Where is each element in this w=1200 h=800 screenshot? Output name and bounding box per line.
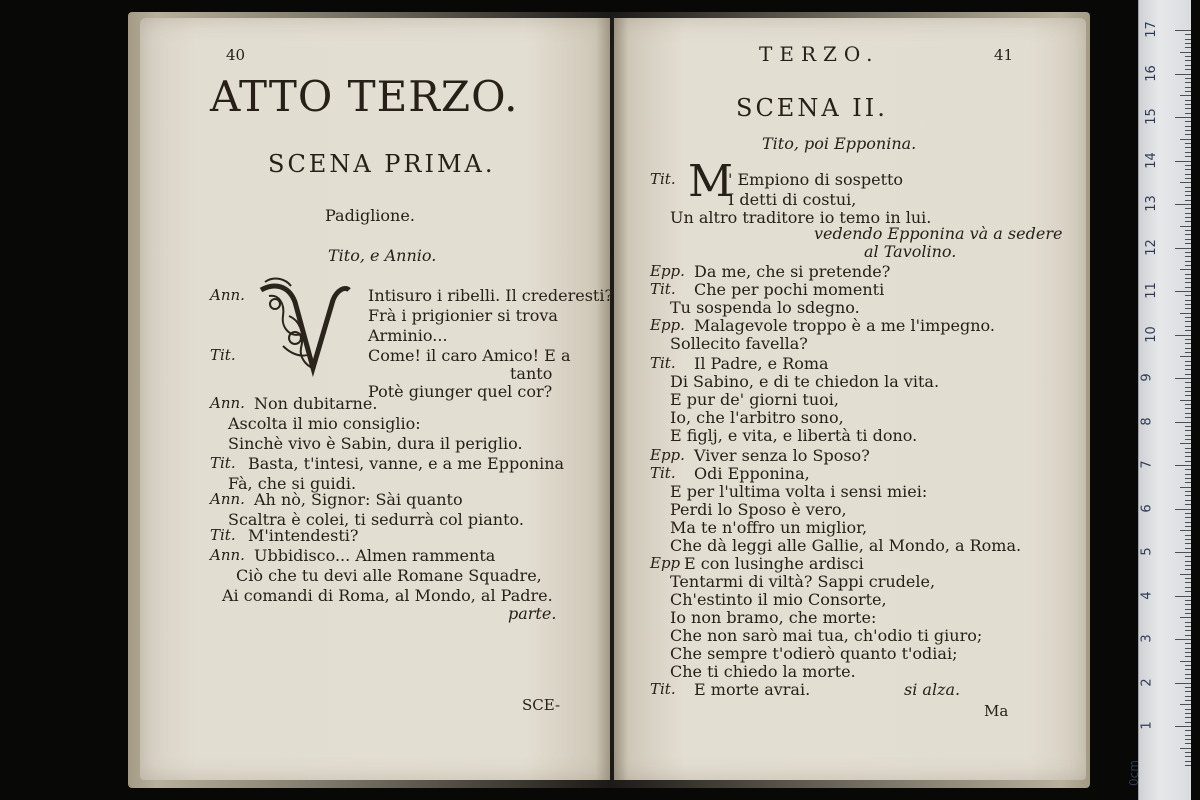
ruler-tick xyxy=(1185,217,1191,218)
speaker-label: Tit. xyxy=(650,280,676,298)
ruler-tick xyxy=(1185,287,1191,288)
verse-line: Che per pochi momenti xyxy=(694,280,885,299)
ruler-tick xyxy=(1185,700,1191,701)
ruler-tick xyxy=(1185,321,1191,322)
ruler-tick xyxy=(1185,643,1191,644)
running-head: TERZO. xyxy=(759,42,880,66)
verse-line: Basta, t'intesi, vanne, e a me Epponina xyxy=(248,454,565,473)
left-page xyxy=(140,18,614,780)
ruler-tick xyxy=(1185,513,1191,514)
ruler-tick xyxy=(1180,574,1191,575)
ruler-tick xyxy=(1185,587,1191,588)
verse-line: Che ti chiedo la morte. xyxy=(670,662,856,681)
ruler-tick xyxy=(1180,487,1191,488)
drop-cap: M xyxy=(688,156,734,207)
ruler-tick xyxy=(1185,104,1191,105)
ruler-tick xyxy=(1185,121,1191,122)
ruler-tick xyxy=(1175,683,1191,684)
speaker-label: Epp. xyxy=(650,446,685,464)
ruler-tick xyxy=(1185,739,1191,740)
ruler-number: 7 xyxy=(1139,460,1155,469)
ruler-tick xyxy=(1185,687,1191,688)
ruler-tick xyxy=(1175,74,1191,75)
setting: Padiglione. xyxy=(325,206,415,225)
ruler-tick xyxy=(1185,435,1191,436)
ruler-tick xyxy=(1185,691,1191,692)
speaker-label: Epp xyxy=(650,554,681,572)
ruler-tick xyxy=(1185,221,1191,222)
ruler-number: 10 xyxy=(1143,325,1159,343)
verse-line: Tu sospenda lo sdegno. xyxy=(670,298,860,317)
ruler-tick xyxy=(1185,591,1191,592)
ruler-tick xyxy=(1185,522,1191,523)
ornamental-initial-icon xyxy=(255,276,351,381)
ruler-tick xyxy=(1185,348,1191,349)
ruler-tick xyxy=(1185,352,1191,353)
catchword-left: SCE- xyxy=(522,696,561,714)
ruler-tick xyxy=(1185,404,1191,405)
verse-line: Io non bramo, che morte: xyxy=(670,608,877,627)
ruler-tick xyxy=(1185,87,1191,88)
verse-line: Che dà leggi alle Gallie, al Mondo, a Roma. xyxy=(670,536,1022,555)
scene-title-left: SCENA PRIMA. xyxy=(268,150,496,178)
exit-direction: parte. xyxy=(508,604,557,623)
verse-line: Scaltra è colei, ti sedurrà col pianto. xyxy=(228,510,524,529)
ruler-tick xyxy=(1185,417,1191,418)
ruler-tick xyxy=(1185,365,1191,366)
ruler-tick xyxy=(1185,709,1191,710)
speaker-label: Tit. xyxy=(210,454,236,472)
ruler-tick xyxy=(1185,548,1191,549)
ruler-tick xyxy=(1185,282,1191,283)
ruler-tick xyxy=(1180,748,1191,749)
ruler-tick xyxy=(1185,469,1191,470)
ruler-tick xyxy=(1185,543,1191,544)
verse-line: Perdi lo Sposo è vero, xyxy=(670,500,847,519)
ruler-tick xyxy=(1185,243,1191,244)
ruler-tick xyxy=(1185,569,1191,570)
verse-line: E figlj, e vita, e libertà ti dono. xyxy=(670,426,918,445)
ruler-tick xyxy=(1185,600,1191,601)
ruler-tick xyxy=(1185,78,1191,79)
ruler-tick xyxy=(1175,639,1191,640)
ruler-number: 3 xyxy=(1139,634,1155,643)
ruler-tick xyxy=(1185,539,1191,540)
ruler-tick xyxy=(1185,126,1191,127)
ruler-tick xyxy=(1185,426,1191,427)
verse-line: Arminio... xyxy=(368,326,448,345)
ruler-tick xyxy=(1185,261,1191,262)
ruler-number: 16 xyxy=(1143,64,1159,82)
ruler-tick xyxy=(1185,578,1191,579)
ruler-tick xyxy=(1185,535,1191,536)
ruler-tick xyxy=(1185,308,1191,309)
ruler-tick xyxy=(1185,430,1191,431)
ruler-tick xyxy=(1185,113,1191,114)
ruler-tick xyxy=(1175,596,1191,597)
ruler-tick xyxy=(1185,635,1191,636)
ruler-tick xyxy=(1180,313,1191,314)
verse-line: Fà, che si guidi. xyxy=(228,474,357,493)
ruler-number: 13 xyxy=(1143,195,1159,212)
ruler-tick xyxy=(1185,713,1191,714)
ruler-tick xyxy=(1185,195,1191,196)
verse-line: E per l'ultima volta i sensi miei: xyxy=(670,482,928,501)
verse-line: E morte avrai. xyxy=(694,680,811,699)
ruler-tick xyxy=(1185,69,1191,70)
ruler-tick xyxy=(1185,208,1191,209)
ruler-tick xyxy=(1185,756,1191,757)
ruler-tick xyxy=(1185,339,1191,340)
ruler-tick xyxy=(1185,565,1191,566)
speaker-label: Tit. xyxy=(650,354,676,372)
ruler-tick xyxy=(1185,134,1191,135)
ruler-tick xyxy=(1185,730,1191,731)
ruler-tick xyxy=(1185,39,1191,40)
ruler-tick xyxy=(1185,82,1191,83)
ruler-tick xyxy=(1175,726,1191,727)
verse-line: Ascolta il mio consiglio: xyxy=(228,414,421,433)
ruler-number: 5 xyxy=(1139,547,1155,556)
verse-line: Odi Epponina, xyxy=(694,464,810,483)
ruler-number: 14 xyxy=(1143,151,1159,169)
ruler-tick xyxy=(1185,387,1191,388)
ruler-tick xyxy=(1175,204,1191,205)
verse-line: Il Padre, e Roma xyxy=(694,354,829,373)
ruler-tick xyxy=(1175,465,1191,466)
ruler-tick xyxy=(1185,656,1191,657)
ruler-tick xyxy=(1185,56,1191,57)
ruler-tick xyxy=(1185,326,1191,327)
ruler-tick xyxy=(1175,30,1191,31)
ruler-tick xyxy=(1185,382,1191,383)
verse-line: Intisuro i ribelli. Il crederesti? xyxy=(368,286,614,305)
catchword-right: Ma xyxy=(984,702,1009,720)
verse-line: M'intendesti? xyxy=(248,526,359,545)
ruler-number: 2 xyxy=(1139,677,1155,687)
ruler-number: 9 xyxy=(1139,373,1155,382)
verse-line: Viver senza lo Sposo? xyxy=(694,446,870,465)
characters-left: Tito, e Annio. xyxy=(328,246,437,265)
speaker-label: Ann. xyxy=(210,490,245,508)
right-page-number: 41 xyxy=(994,46,1014,64)
ruler-tick xyxy=(1185,456,1191,457)
ruler-tick xyxy=(1185,761,1191,762)
speaker-label: Tit. xyxy=(650,464,676,482)
ruler-tick xyxy=(1180,356,1191,357)
ruler-tick xyxy=(1185,491,1191,492)
ruler-tick xyxy=(1185,395,1191,396)
ruler-tick xyxy=(1175,117,1191,118)
ruler-tick xyxy=(1185,65,1191,66)
ruler-tick xyxy=(1180,661,1191,662)
ruler-tick xyxy=(1175,291,1191,292)
measuring-ruler xyxy=(1127,0,1191,800)
act-title: ATTO TERZO. xyxy=(210,72,519,121)
verse-line: Di Sabino, e di te chiedon la vita. xyxy=(670,372,940,391)
verse-line: Da me, che si pretende? xyxy=(694,262,891,281)
ruler-tick xyxy=(1185,517,1191,518)
verse-line: Ubbidisco... Almen rammenta xyxy=(254,546,496,565)
ruler-tick xyxy=(1185,343,1191,344)
left-page-number: 40 xyxy=(226,46,246,64)
ruler-tick xyxy=(1185,174,1191,175)
verse-line: Ah nò, Signor: Sài quanto xyxy=(254,490,463,509)
speaker-label: Tit. xyxy=(210,526,236,544)
speaker-label: Tit. xyxy=(650,680,676,698)
ruler-tick xyxy=(1185,252,1191,253)
ruler-tick xyxy=(1185,152,1191,153)
ruler-tick xyxy=(1185,369,1191,370)
ruler-tick xyxy=(1180,617,1191,618)
verse-line: tanto xyxy=(510,364,553,383)
ruler-tick xyxy=(1180,52,1191,53)
ruler-tick xyxy=(1185,735,1191,736)
speaker-label: Ann. xyxy=(210,546,245,564)
ruler-tick xyxy=(1185,752,1191,753)
ruler-tick xyxy=(1185,696,1191,697)
verse-line: Frà i prigionier si trova xyxy=(368,306,558,325)
ruler-tick xyxy=(1185,108,1191,109)
ruler-tick xyxy=(1185,478,1191,479)
ruler-tick xyxy=(1180,530,1191,531)
ruler-tick xyxy=(1185,717,1191,718)
verse-line: ' Empiono di sospetto xyxy=(728,170,904,189)
ruler-tick xyxy=(1185,43,1191,44)
ruler-tick xyxy=(1180,182,1191,183)
verse-line: Potè giunger quel cor? xyxy=(368,382,553,401)
ruler-tick xyxy=(1185,669,1191,670)
ruler-tick xyxy=(1185,582,1191,583)
verse-line: Malagevole troppo è a me l'impegno. xyxy=(694,316,995,335)
ruler-tick xyxy=(1185,213,1191,214)
ruler-tick xyxy=(1185,317,1191,318)
right-page xyxy=(614,18,1086,780)
ruler-tick xyxy=(1185,448,1191,449)
ruler-tick xyxy=(1185,374,1191,375)
ruler-number: 17 xyxy=(1143,21,1159,38)
ruler-tick xyxy=(1175,378,1191,379)
ruler-tick xyxy=(1185,482,1191,483)
ruler-tick xyxy=(1175,335,1191,336)
ruler-tick xyxy=(1180,704,1191,705)
ruler-number: 6 xyxy=(1139,503,1155,513)
verse-line: E con lusinghe ardisci xyxy=(684,554,864,573)
ruler-tick xyxy=(1185,648,1191,649)
ruler-tick xyxy=(1185,187,1191,188)
ruler-tick xyxy=(1185,165,1191,166)
ruler-tick xyxy=(1185,626,1191,627)
ruler-tick xyxy=(1185,665,1191,666)
ruler-tick xyxy=(1185,495,1191,496)
ruler-tick xyxy=(1185,674,1191,675)
ruler-tick xyxy=(1185,178,1191,179)
ruler-tick xyxy=(1175,422,1191,423)
verse-line: Non dubitarne. xyxy=(254,394,378,413)
ruler-tick xyxy=(1175,509,1191,510)
ruler-tick xyxy=(1185,169,1191,170)
ruler-tick xyxy=(1185,439,1191,440)
verse-line: Ai comandi di Roma, al Mondo, al Padre. xyxy=(222,586,553,605)
verse-line: Io, che l'arbitro sono, xyxy=(670,408,844,427)
verse-line: E pur de' giorni tuoi, xyxy=(670,390,839,409)
ruler-tick xyxy=(1185,191,1191,192)
ruler-tick xyxy=(1185,256,1191,257)
ruler-tick xyxy=(1180,226,1191,227)
ruler-tick xyxy=(1185,622,1191,623)
ruler-tick xyxy=(1185,613,1191,614)
ruler-tick xyxy=(1185,200,1191,201)
ruler-tick xyxy=(1185,630,1191,631)
stage-direction-end: si alza. xyxy=(904,680,961,699)
ruler-tick xyxy=(1185,504,1191,505)
ruler-tick xyxy=(1185,143,1191,144)
ruler-tick xyxy=(1185,295,1191,296)
speaker-label: Ann. xyxy=(210,286,245,304)
verse-line: Tentarmi di viltà? Sappi crudele, xyxy=(670,572,936,591)
ruler-tick xyxy=(1185,526,1191,527)
characters-right: Tito, poi Epponina. xyxy=(762,134,917,153)
ruler-tick xyxy=(1185,413,1191,414)
ruler-number: 4 xyxy=(1139,590,1155,600)
verse-line: Sollecito favella? xyxy=(670,334,808,353)
ruler-tick xyxy=(1185,100,1191,101)
ruler-tick xyxy=(1185,34,1191,35)
stage-direction: al Tavolino. xyxy=(864,242,957,261)
ruler-tick xyxy=(1185,474,1191,475)
verse-line: Un altro traditore io temo in lui. xyxy=(670,208,932,227)
verse-line: I detti di costui, xyxy=(728,190,857,209)
ruler-tick xyxy=(1185,361,1191,362)
ruler-tick xyxy=(1175,248,1191,249)
ruler-tick xyxy=(1185,461,1191,462)
ruler-number: 11 xyxy=(1143,282,1159,299)
ruler-tick xyxy=(1185,556,1191,557)
ruler-tick xyxy=(1185,60,1191,61)
ruler-number: 8 xyxy=(1139,416,1155,426)
speaker-label: Ann. xyxy=(210,394,245,412)
ruler-tick xyxy=(1180,95,1191,96)
ruler-tick xyxy=(1185,604,1191,605)
ruler-tick xyxy=(1185,678,1191,679)
ruler-tick xyxy=(1185,304,1191,305)
ruler-tick xyxy=(1185,234,1191,235)
stage-direction: vedendo Epponina và a sedere xyxy=(814,224,1063,243)
ruler-tick xyxy=(1185,230,1191,231)
ruler-number: 12 xyxy=(1143,238,1159,256)
verse-line: Come! il caro Amico! E a xyxy=(368,346,571,365)
ruler-tick xyxy=(1185,156,1191,157)
ruler-tick xyxy=(1185,300,1191,301)
ruler-tick xyxy=(1185,391,1191,392)
speaker-label: Tit. xyxy=(650,170,676,188)
speaker-label: Epp. xyxy=(650,262,685,280)
ruler-tick xyxy=(1185,239,1191,240)
ruler-unit: 0cm xyxy=(1127,760,1141,786)
ruler-tick xyxy=(1180,400,1191,401)
ruler-tick xyxy=(1185,500,1191,501)
ruler-tick xyxy=(1185,561,1191,562)
ruler-number: 1 xyxy=(1139,721,1155,730)
ruler-tick xyxy=(1175,552,1191,553)
verse-line: Ch'estinto il mio Consorte, xyxy=(670,590,887,609)
ruler-tick xyxy=(1185,652,1191,653)
ruler-tick xyxy=(1180,269,1191,270)
verse-line: Ma te n'offro un miglior, xyxy=(670,518,868,537)
ruler-tick xyxy=(1185,452,1191,453)
ruler-tick xyxy=(1185,722,1191,723)
ruler-tick xyxy=(1185,147,1191,148)
ruler-tick xyxy=(1185,130,1191,131)
ruler-tick xyxy=(1185,408,1191,409)
ruler-tick xyxy=(1185,278,1191,279)
ruler-tick xyxy=(1185,91,1191,92)
scene-title-right: SCENA II. xyxy=(736,94,888,122)
ruler-number: 15 xyxy=(1143,108,1159,125)
ruler-tick xyxy=(1185,743,1191,744)
ruler-tick xyxy=(1185,609,1191,610)
ruler-tick xyxy=(1180,443,1191,444)
verse-line: Sinchè vivo è Sabin, dura il periglio. xyxy=(228,434,523,453)
speaker-label: Tit. xyxy=(210,346,236,364)
ruler-tick xyxy=(1185,274,1191,275)
ruler-tick xyxy=(1185,47,1191,48)
verse-line: Ciò che tu devi alle Romane Squadre, xyxy=(236,566,542,585)
ruler-tick xyxy=(1175,161,1191,162)
verse-line: Che sempre t'odierò quanto t'odiai; xyxy=(670,644,958,663)
ruler-tick xyxy=(1185,265,1191,266)
ruler-tick xyxy=(1185,330,1191,331)
ruler-tick xyxy=(1180,139,1191,140)
speaker-label: Epp. xyxy=(650,316,685,334)
verse-line: Che non sarò mai tua, ch'odio ti giuro; xyxy=(670,626,983,645)
ruler-tick xyxy=(1185,765,1191,766)
